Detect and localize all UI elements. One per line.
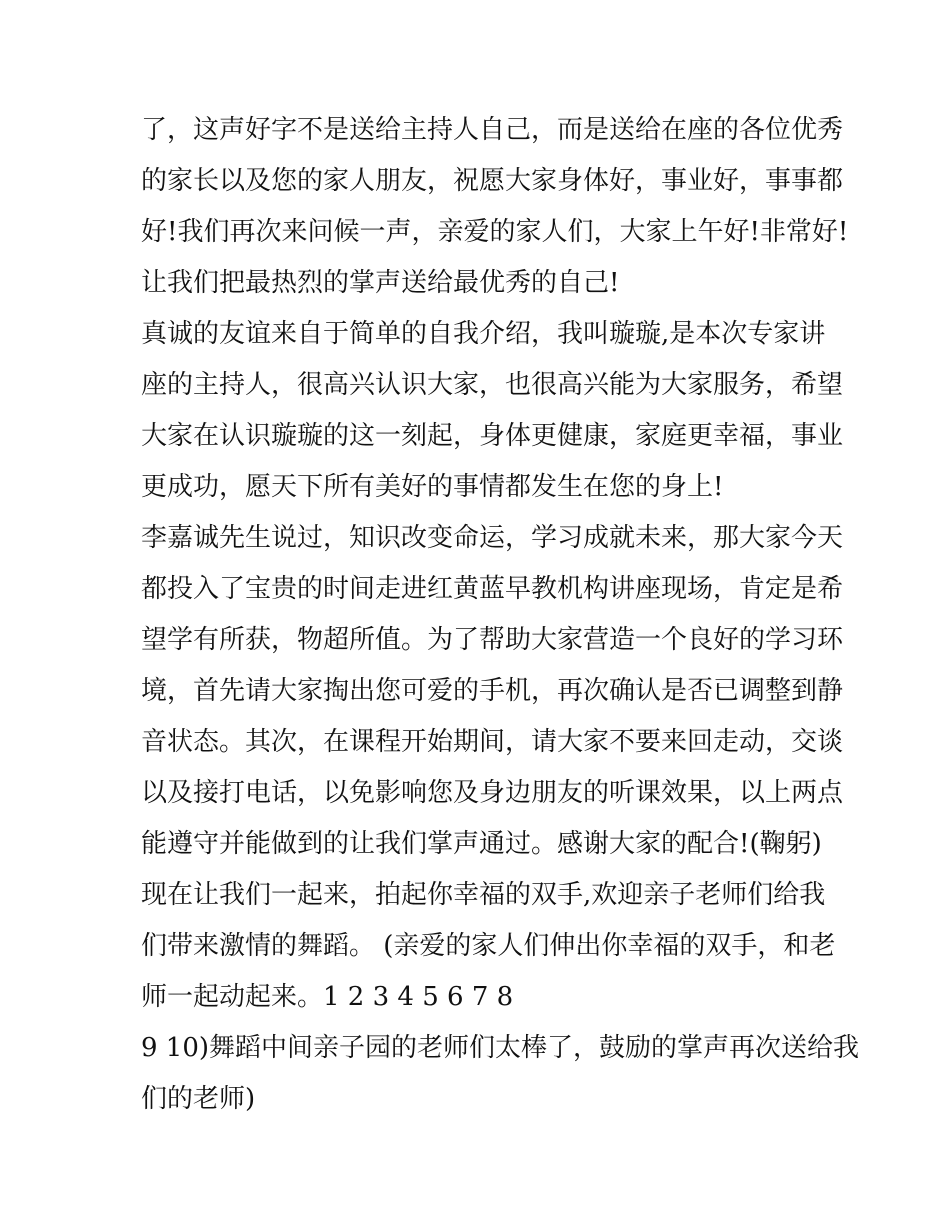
text-line: 真诚的友谊来自于简单的自我介绍，我叫璇璇,是本次专家讲 xyxy=(141,319,826,349)
text-line: 都投入了宝贵的时间走进红黄蓝早教机构讲座现场，肯定是希 xyxy=(141,574,844,604)
text-line: 以及接打电话，以免影响您及身边朋友的听课效果，以上两点 xyxy=(141,778,844,808)
text-line: 师一起动起来。1 2 3 4 5 6 7 8 xyxy=(141,982,514,1012)
text-line: 9 10)舞蹈中间亲子园的老师们太棒了，鼓励的掌声再次送给我 xyxy=(141,1033,860,1063)
text-line: 了，这声好字不是送给主持人自己，而是送给在座的各位优秀 xyxy=(141,115,844,145)
text-line: 让我们把最热烈的掌声送给最优秀的自己! xyxy=(141,268,620,298)
body-text xyxy=(141,105,860,1125)
text-line: 能遵守并能做到的让我们掌声通过。感谢大家的配合!(鞠躬) xyxy=(141,829,822,859)
text-line: 们带来激情的舞蹈。 (亲爱的家人们伸出你幸福的双手，和老 xyxy=(141,931,836,961)
text-line: 好!我们再次来问候一声，亲爱的家人们，大家上午好!非常好! xyxy=(141,217,849,247)
text-line: 境，首先请大家掏出您可爱的手机，再次确认是否已调整到静 xyxy=(141,676,844,706)
text-line: 李嘉诚先生说过，知识改变命运，学习成就未来，那大家今天 xyxy=(141,523,844,553)
text-line: 们的老师) xyxy=(141,1084,256,1114)
text-line: 现在让我们一起来，拍起你幸福的双手,欢迎亲子老师们给我 xyxy=(141,880,826,910)
text-line: 大家在认识璇璇的这一刻起，身体更健康，家庭更幸福，事业 xyxy=(141,421,844,451)
text-line: 座的主持人，很高兴认识大家，也很高兴能为大家服务，希望 xyxy=(141,370,844,400)
text-line: 音状态。其次，在课程开始期间，请大家不要来回走动，交谈 xyxy=(141,727,844,757)
text-line: 更成功，愿天下所有美好的事情都发生在您的身上! xyxy=(141,472,724,502)
text-line: 的家长以及您的家人朋友，祝愿大家身体好，事业好，事事都 xyxy=(141,166,844,196)
text-line: 望学有所获，物超所值。为了帮助大家营造一个良好的学习环 xyxy=(141,625,844,655)
